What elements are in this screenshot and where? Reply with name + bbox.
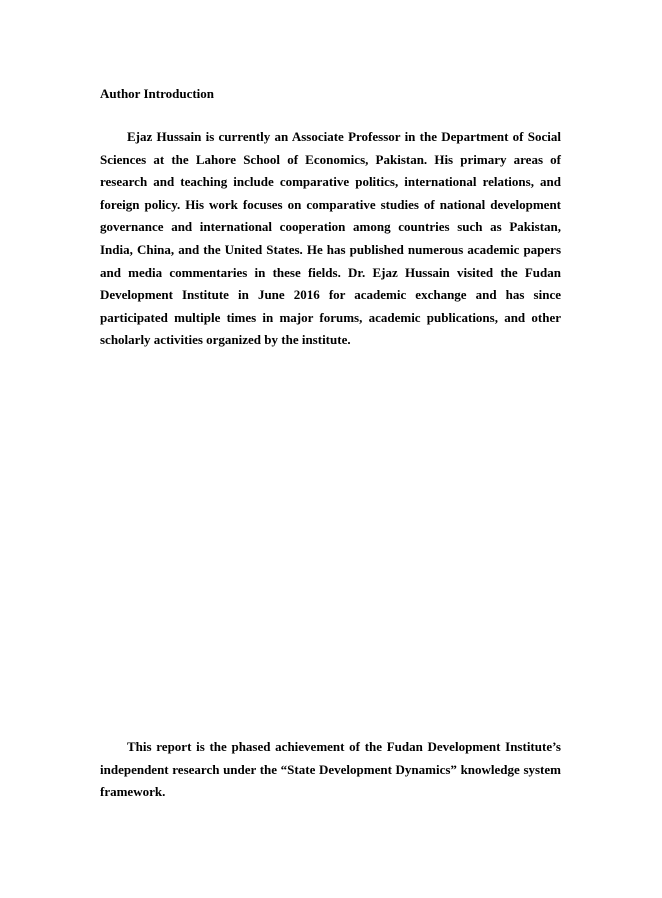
report-note-paragraph: This report is the phased achievement of the Fudan Development Institute’s independent research under the “State Development Dynamics” knowledge system framework. xyxy=(100,739,561,800)
author-introduction-heading: Author Introduction xyxy=(100,86,215,101)
author-bio-paragraph: Ejaz Hussain is currently an Associate Professor in the Department of Social Sciences at the Lahore School of Economics, Pakistan. His primary areas of research and teaching include comparative politics, international relations, and foreign policy. His work focuses on comparative studies of national development governance and international cooperation among countries such as Pakistan, India, China, and the United States. He has published numerous academic papers and media commentaries in these fields. Dr. Ejaz Hussain visited the Fudan Development Institute in June 2016 for academic exchange and has since participated multiple times in major forums, academic publications, and other scholarly activities organized by the institute. xyxy=(100,129,561,348)
